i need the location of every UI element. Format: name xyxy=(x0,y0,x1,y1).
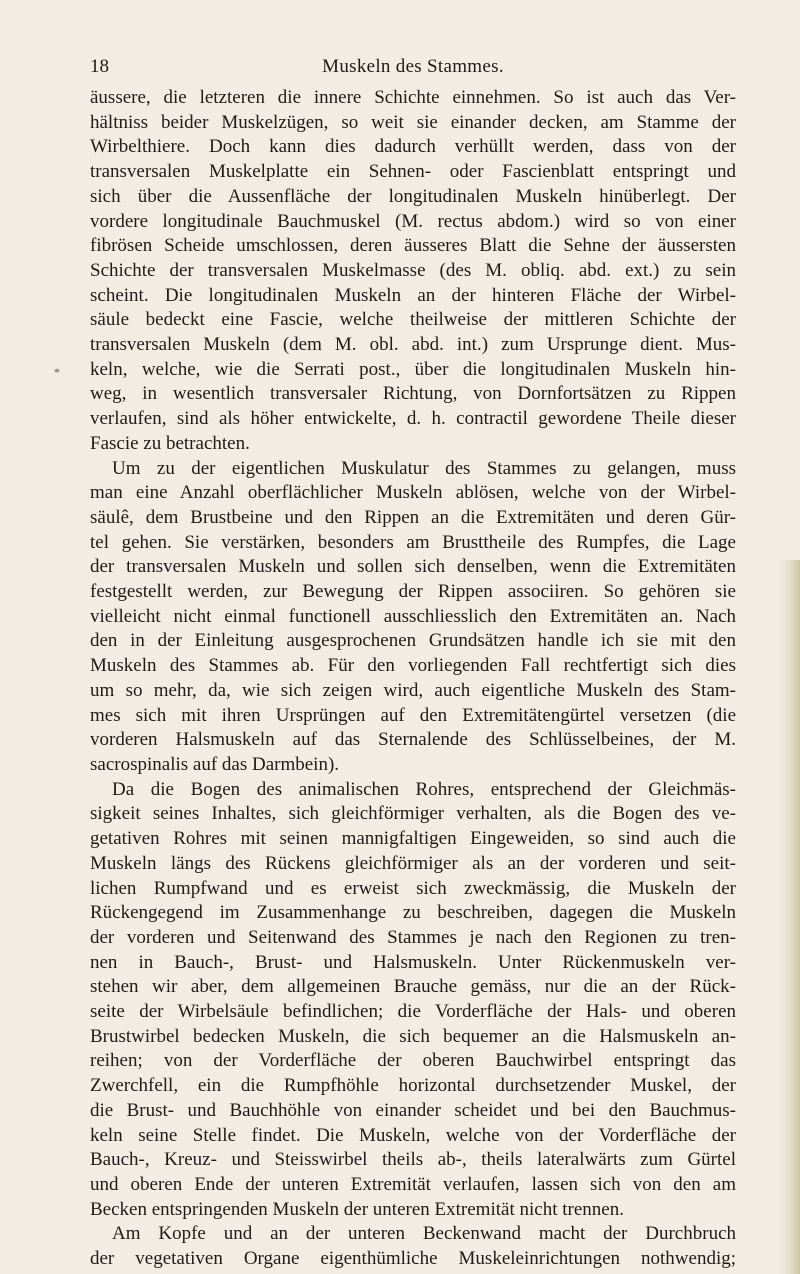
text-line: Um zu der eigentlichen Muskulatur des Stammes zu gelangen, muss xyxy=(112,457,736,479)
text-line: festgestellt werden, zur Bewegung der Rippen associiren. So gehören sie xyxy=(90,581,736,603)
text-line: die Brust- und Bauchhöhle von einander scheidet und bei den Bauchmus- xyxy=(90,1099,736,1121)
text-line: Bauch-, Kreuz- und Steisswirbel theils ab-, theils lateralwärts zum Gürtel xyxy=(90,1149,736,1171)
text-line: der vorderen und Seitenwand des Stammes je nach den Regionen zu tren- xyxy=(90,926,736,948)
text-line: der transversalen Muskeln und sollen sich denselben, wenn die Extremitäten xyxy=(90,556,736,578)
text-line: mes sich mit ihren Ursprüngen auf den Extremitätengürtel versetzen (die xyxy=(90,704,736,726)
text-line: Muskeln längs des Rückens gleichförmiger als an der vorderen und seit- xyxy=(90,852,736,874)
text-line: Muskeln des Stammes ab. Für den vorliegenden Fall rechtfertigt sich dies xyxy=(90,655,736,677)
text-line: vordere longitudinale Bauchmuskel (M. rectus abdom.) wird so von einer xyxy=(90,210,736,232)
paragraph-3 xyxy=(90,778,736,1223)
text-line: verlaufen, sind als höher entwickelte, d. h. contractil gewordene Theile dieser xyxy=(90,408,736,430)
text-line: seite der Wirbelsäule befindlichen; die Vorderfläche der Hals- und oberen xyxy=(90,1001,736,1023)
text-line: Zwerchfell, ein die Rumpfhöhle horizontal durchsetzender Muskel, der xyxy=(90,1075,736,1097)
paragraph-4 xyxy=(90,1222,736,1271)
text-line: Brustwirbel bedecken Muskeln, die sich bequemer an die Halsmuskeln an- xyxy=(90,1025,736,1047)
text-line: lichen Rumpfwand und es erweist sich zweckmässig, die Muskeln der xyxy=(90,877,736,899)
text-line: um so mehr, da, wie sich zeigen wird, auch eigentliche Muskeln des Stam- xyxy=(90,679,736,701)
text-line: fibrösen Scheide umschlossen, deren äusseres Blatt die Sehne der äussersten xyxy=(90,235,736,257)
text-line: vorderen Halsmuskeln auf das Sternalende des Schlüsselbeines, der M. xyxy=(90,729,736,751)
page-edge-shadow xyxy=(778,560,800,1274)
text-line: Fascie zu betrachten. xyxy=(90,432,250,454)
text-line: Becken entspringenden Muskeln der unteren Extremität nicht trennen. xyxy=(90,1198,624,1220)
text-line: sigkeit seines Inhaltes, sich gleichförmiger verhalten, als die Bogen des ve- xyxy=(90,803,736,825)
text-line: transversalen Muskelplatte ein Sehnen- oder Fascienblatt entspringt und xyxy=(90,161,736,183)
text-line: keln seine Stelle findet. Die Muskeln, welche von der Vorderfläche der xyxy=(90,1124,736,1146)
text-line: Rückengegend im Zusammenhange zu beschreiben, dagegen die Muskeln xyxy=(90,902,736,924)
page-number: 18 xyxy=(90,56,109,77)
paragraph-1 xyxy=(90,86,736,457)
text-line: sich über die Aussenfläche der longitudinalen Muskeln hinüberlegt. Der xyxy=(90,185,736,207)
text-line: und oberen Ende der unteren Extremität verlaufen, lassen sich von den am xyxy=(90,1173,736,1195)
page-header xyxy=(90,56,736,80)
text-line: man eine Anzahl oberflächlicher Muskeln ablösen, welche von der Wirbel- xyxy=(90,482,736,504)
text-line: äussere, die letzteren die innere Schichte einnehmen. So ist auch das Ver- xyxy=(90,87,736,108)
text-line: vielleicht nicht einmal functionell ausschliesslich den Extremitäten an. Nach xyxy=(90,605,736,627)
text-line: säule bedeckt eine Fascie, welche theilweise der mittleren Schichte der xyxy=(90,309,736,331)
text-line: Am Kopfe und an der unteren Beckenwand macht der Durchbruch xyxy=(112,1223,736,1245)
text-line: weg, in wesentlich transversaler Richtung, von Dornfortsätzen zu Rippen xyxy=(90,383,736,405)
text-line: sacrospinalis auf das Darmbein). xyxy=(90,753,340,775)
text-line: keln, welche, wie die Serrati post., über die longitudinalen Muskeln hin- xyxy=(90,358,736,380)
text-line: den in der Einleitung ausgesprochenen Grundsätzen handle ich sie mit den xyxy=(90,630,736,652)
text-line: getativen Rohres mit seinen mannigfaltigen Eingeweiden, so sind auch die xyxy=(90,828,736,850)
text-line: der vegetativen Organe eigenthümliche Muskeleinrichtungen nothwendig; xyxy=(90,1248,736,1270)
text-line: Wirbelthiere. Doch kann dies dadurch verhüllt werden, dass von der xyxy=(90,136,736,158)
text-line: stehen wir aber, dem allgemeinen Brauche gemäss, nur die an der Rück- xyxy=(90,976,736,998)
text-line: scheint. Die longitudinalen Muskeln an der hinteren Fläche der Wirbel- xyxy=(90,284,736,306)
text-line: tel gehen. Sie verstärken, besonders am Brusttheile des Rumpfes, die Lage xyxy=(90,531,736,553)
text-line: transversalen Muskeln (dem M. obl. abd. int.) zum Ursprunge dient. Mus- xyxy=(90,334,736,356)
text-line: reihen; von der Vorderfläche der oberen Bauchwirbel entspringt das xyxy=(90,1050,736,1072)
text-line: nen in Bauch-, Brust- und Halsmuskeln. Unter Rückenmuskeln ver- xyxy=(90,951,736,973)
body-text xyxy=(90,86,736,1272)
margin-mark: * xyxy=(54,365,60,379)
text-line: säulê, dem Brustbeine und den Rippen an die Extremitäten und deren Gür- xyxy=(90,506,736,528)
paragraph-2 xyxy=(90,457,736,778)
text-line: Da die Bogen des animalischen Rohres, entsprechend der Gleichmäs- xyxy=(112,778,736,800)
text-line: Schichte der transversalen Muskelmasse (des M. obliq. abd. ext.) zu sein xyxy=(90,259,736,281)
running-head: Muskeln des Stammes. xyxy=(322,56,504,77)
text-line: hältniss beider Muskelzügen, so weit sie einander decken, am Stamme der xyxy=(90,111,736,133)
